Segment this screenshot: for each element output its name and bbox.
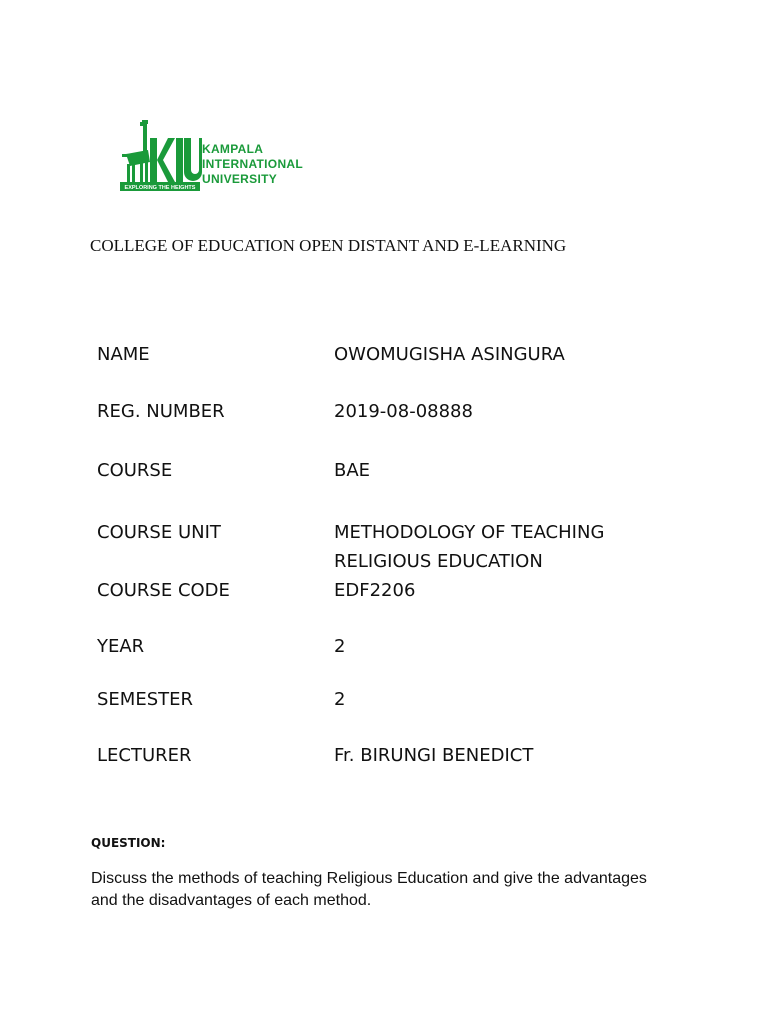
giraffe-logo-icon [118, 114, 202, 194]
detail-value: BAE [334, 460, 371, 481]
logo-line-1: KAMPALA [202, 142, 264, 156]
logo-tagline: EXPLORING THE HEIGHTS [124, 185, 196, 191]
detail-value: 2019-08-08888 [334, 401, 473, 422]
detail-value: 2 [334, 636, 346, 657]
detail-value: EDF2206 [334, 580, 416, 601]
detail-label: COURSE [97, 460, 173, 481]
detail-label: SEMESTER [97, 689, 194, 710]
detail-value: Fr. BIRUNGI BENEDICT [334, 745, 534, 766]
detail-label: NAME [97, 344, 150, 365]
college-title: COLLEGE OF EDUCATION OPEN DISTANT AND E-LEARNING [90, 236, 567, 255]
detail-label: COURSE CODE [97, 580, 230, 601]
question-text: Discuss the methods of teaching Religious Education and give the advantages and the disadvantages of each method. [91, 870, 647, 909]
detail-label: LECTURER [97, 745, 192, 766]
detail-label: REG. NUMBER [97, 401, 225, 422]
detail-label: YEAR [97, 636, 145, 657]
question-label: QUESTION: [91, 836, 166, 850]
logo-line-2: INTERNATIONAL [202, 157, 304, 171]
detail-value: METHODOLOGY OF TEACHING [334, 522, 605, 543]
kiu-logo [118, 114, 328, 194]
detail-value: OWOMUGISHA ASINGURA [334, 344, 565, 365]
logo-line-3: UNIVERSITY [202, 172, 278, 186]
detail-value-line-2: RELIGIOUS EDUCATION [334, 551, 543, 572]
detail-value: 2 [334, 689, 346, 710]
university-name [202, 142, 303, 187]
detail-label: COURSE UNIT [97, 522, 221, 543]
